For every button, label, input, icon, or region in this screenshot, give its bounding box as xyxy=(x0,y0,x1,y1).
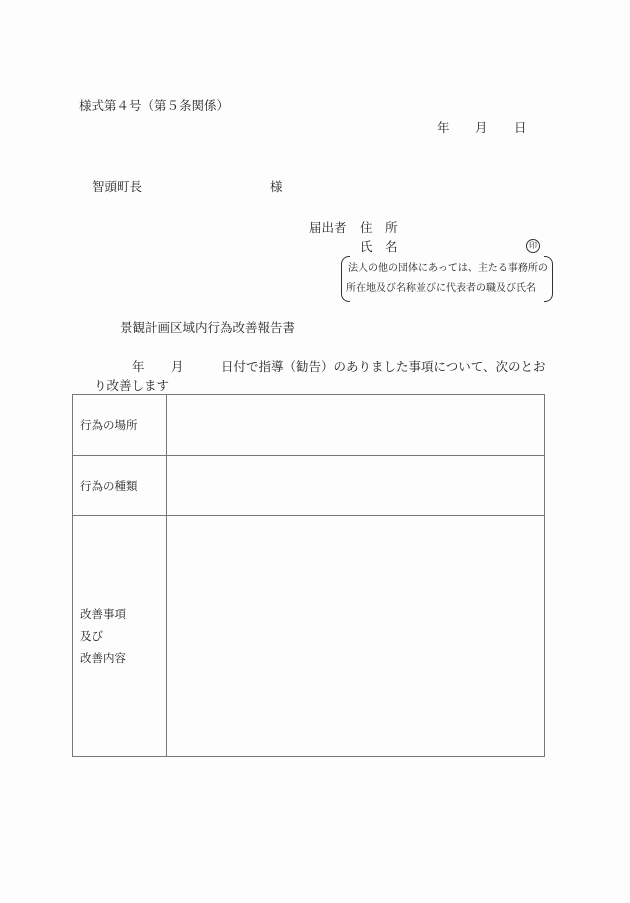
address-label: 住 所 xyxy=(360,220,398,235)
improvement-label-2: 及び xyxy=(80,629,103,643)
table-row xyxy=(73,395,545,456)
date-year: 年 xyxy=(437,120,450,135)
row-label-improvement xyxy=(73,516,167,757)
form-number: 様式第４号（第５条関係） xyxy=(79,98,230,113)
name-label: 氏 名 xyxy=(360,239,398,254)
improvement-field[interactable] xyxy=(167,516,545,757)
body-line-2: り改善します xyxy=(94,378,170,393)
note-line-2: 所在地及び名称並びに代表者の職及び氏名 xyxy=(346,283,536,294)
improvement-label-3: 改善内容 xyxy=(80,651,126,665)
table-row xyxy=(73,516,545,757)
date-month: 月 xyxy=(475,120,488,135)
body-line-1: 日付で指導（勧告）のありました事項について、次のとお xyxy=(221,359,546,374)
location-field[interactable] xyxy=(167,395,545,456)
type-field[interactable] xyxy=(167,456,545,516)
body-month: 月 xyxy=(171,359,184,374)
table-row xyxy=(73,456,545,516)
report-table xyxy=(72,394,545,757)
row-label-type: 行為の種類 xyxy=(73,456,167,516)
seal-mark: 印 xyxy=(526,239,540,253)
addressee-name: 智頭町長 xyxy=(92,179,143,194)
addressee-honorific: 様 xyxy=(270,179,283,194)
date-day: 日 xyxy=(514,120,527,135)
body-year: 年 xyxy=(132,359,145,374)
improvement-label-1: 改善事項 xyxy=(80,607,126,621)
applicant-label: 届出者 xyxy=(309,220,347,235)
document-title: 景観計画区域内行為改善報告書 xyxy=(120,320,296,335)
note-line-1: 法人の他の団体にあっては、主たる事務所の xyxy=(348,263,548,274)
row-label-location: 行為の場所 xyxy=(73,395,167,456)
